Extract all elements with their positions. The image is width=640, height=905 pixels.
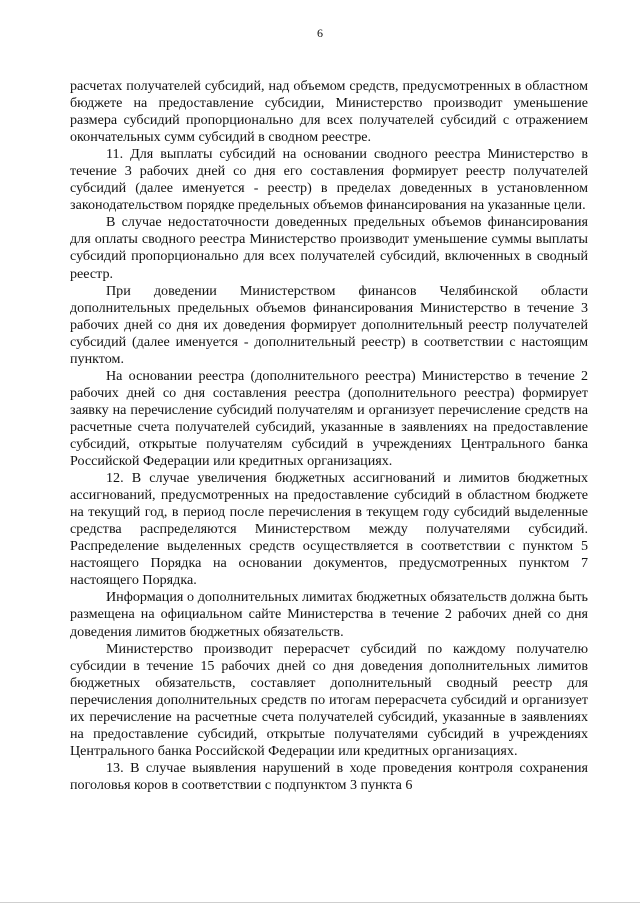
paragraph-item-11: 11. Для выплаты субсидий на основании сводного реестра Министерство в течение 3 рабочих дней со дня его составления формирует реестр получателей субсидий (далее именуется - реестр) в пределах доведенных в установленном законодательством порядке предельных объемов финансирования на указанные цели.: [70, 146, 588, 214]
page-number: 6: [317, 26, 323, 40]
paragraph-additional-funding: При доведении Министерством финансов Челябинской области дополнительных предельных объемов финансирования Министерство в течение 3 рабочих дней со дня их доведения формирует дополнительный реестр получателей субсидий (далее именуется - дополнительный реестр) в соответствии с настоящим пунктом.: [70, 282, 588, 367]
paragraph-item-13: 13. В случае выявления нарушений в ходе проведения контроля сохранения поголовья коров в соответствии с подпунктом 3 пункта 6: [70, 759, 588, 793]
paragraph-recalculation: Министерство производит перерасчет субсидий по каждому получателю субсидии в течение 15 рабочих дней со дня доведения дополнительных лимитов бюджетных обязательств, составляет дополнительный сводный реестр для перечисления дополнительных средств по итогам перерасчета субсидий и организует их перечисление на расчетные счета получателей субсидий, указанные в заявлениях на предоставление субсидий, открытые получателями субсидий в учреждениях Центрального банка Российской Федерации или кредитных организациях.: [70, 640, 588, 759]
page-bottom-edge: [0, 902, 640, 903]
document-body: [70, 78, 588, 794]
paragraph-item-12: 12. В случае увеличения бюджетных ассигнований и лимитов бюджетных ассигнований, предусмотренных на предоставление субсидий в областном бюджете на текущий год, в период после перечисления в текущем году субсидий выделенные средства распределяются Министерством между получателями субсидий. Распределение выделенных средств осуществляется в соответствии с пунктом 5 настоящего Порядка на основании документов, предусмотренных пунктом 7 настоящего Порядка.: [70, 470, 588, 589]
paragraph-continuation: расчетах получателей субсидий, над объемом средств, предусмотренных в областном бюджете на предоставление субсидии, Министерство производит уменьшение размера субсидий пропорционально для всех получателей субсидий с отражением окончательных сумм субсидий в сводном реестре.: [70, 78, 588, 146]
paragraph-limits-info: Информация о дополнительных лимитах бюджетных обязательств должна быть размещена на официальном сайте Министерства в течение 2 рабочих дней со дня доведения лимитов бюджетных обязательств.: [70, 589, 588, 640]
paragraph-registry-transfer: На основании реестра (дополнительного реестра) Министерство в течение 2 рабочих дней со дня составления реестра (дополнительного реестра) формирует заявку на перечисление субсидий получателям и организует перечисление средств на расчетные счета получателей субсидий, указанные в заявлениях на предоставление субсидий, открытые получателям субсидий в учреждениях Центрального банка Российской Федерации или кредитных организациях.: [70, 367, 588, 470]
paragraph-insufficient-funding: В случае недостаточности доведенных предельных объемов финансирования для оплаты сводного реестра Министерство производит уменьшение суммы выплаты субсидий пропорционально для всех получателей субсидий, включенных в сводный реестр.: [70, 214, 588, 282]
